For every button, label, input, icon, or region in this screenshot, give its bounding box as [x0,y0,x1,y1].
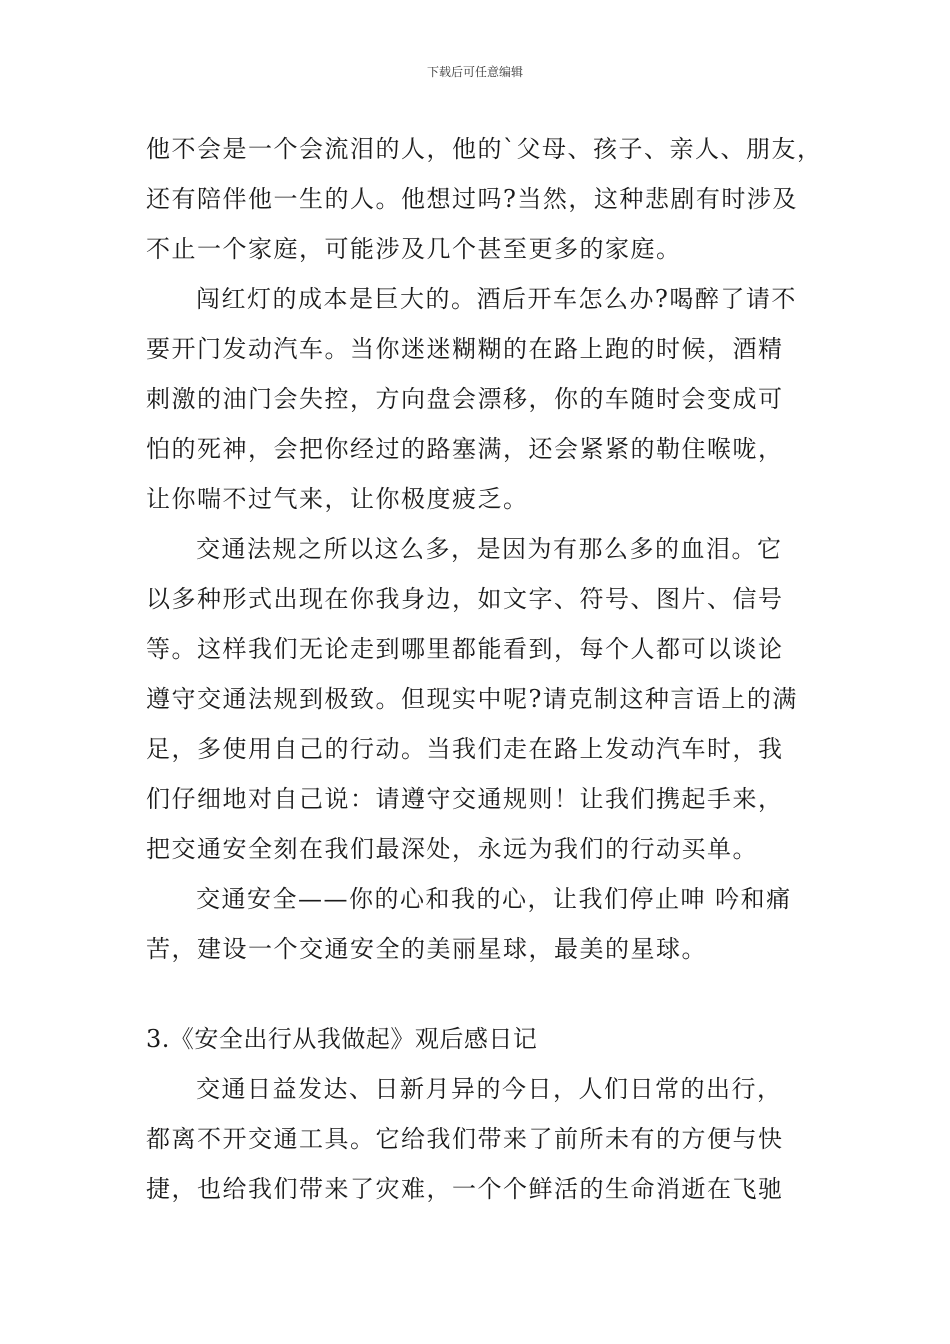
paragraph-line: 苦，建设一个交通安全的美丽星球，最美的星球。 [146,935,707,963]
paragraph-line: 闯红灯的成本是巨大的。酒后开车怎么办?喝醉了请不 [196,285,797,313]
paragraph-line: 不止一个家庭，可能涉及几个甚至更多的家庭。 [146,235,682,263]
paragraph-line: 要开门发动汽车。当你迷迷糊糊的在路上跑的时候，酒精 [146,335,784,363]
document-body [146,124,823,1214]
paragraph-1 [146,124,823,274]
paragraph-line: 交通法规之所以这么多，是因为有那么多的血泪。它 [196,535,783,563]
paragraph-line: 刺激的油门会失控，方向盘会漂移，你的车随时会变成可 [146,385,784,413]
paragraph-3 [146,524,810,874]
paragraph-line: 足，多使用自己的行动。当我们走在路上发动汽车时，我 [146,735,784,763]
section-heading [146,1014,810,1064]
paragraph-line: 交通日益发达、日新月异的今日，人们日常的出行， [196,1075,783,1103]
section-spacer [146,974,810,1014]
paragraph-line: 让你喘不过气来，让你极度疲乏。 [146,485,529,513]
paragraph-line: 交通安全——你的心和我的心，让我们停止呻 吟和痛 [196,885,792,913]
paragraph-line: 遵守交通法规到极致。但现实中呢?请克制这种言语上的满 [146,685,798,713]
paragraph-line: 以多种形式出现在你我身边，如文字、符号、图片、信号 [146,585,784,613]
paragraph-line: 们仔细地对自己说：请遵守交通规则！让我们携起手来， [146,785,784,813]
paragraph-2 [146,274,810,524]
paragraph-line: 还有陪伴他一生的人。他想过吗?当然，这种悲剧有时涉及 [146,185,798,213]
page-header: 下载后可任意编辑 [426,65,523,79]
paragraph-line: 捷，也给我们带来了灾难，一个个鲜活的生命消逝在飞驰 [146,1175,784,1203]
paragraph-line: 他不会是一个会流泪的人，他的`父母、孩子、亲人、朋友， [146,135,823,163]
paragraph-line: 都离不开交通工具。它给我们带来了前所未有的方便与快 [146,1125,784,1153]
paragraph-4 [146,874,810,974]
paragraph-line: 怕的死神，会把你经过的路塞满，还会紧紧的勒住喉咙， [146,435,784,463]
paragraph-line: 把交通安全刻在我们最深处，永远为我们的行动买单。 [146,835,758,863]
paragraph-line: 等。这样我们无论走到哪里都能看到，每个人都可以谈论 [146,635,784,663]
paragraph-5 [146,1064,810,1214]
section-heading-text: 3.《安全出行从我做起》观后感日记 [146,1025,538,1053]
